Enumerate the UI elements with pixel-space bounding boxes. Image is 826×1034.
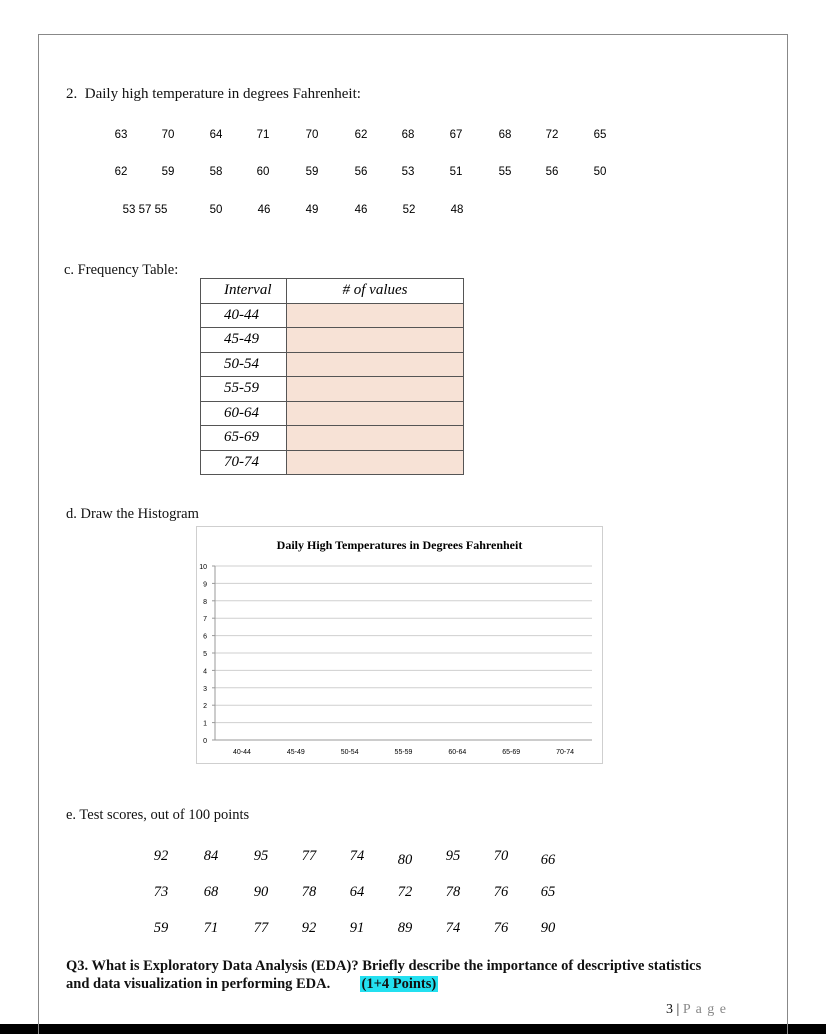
temperature-value: 64 (209, 129, 223, 141)
count-input-cell[interactable] (287, 352, 464, 377)
temperature-value: 46 (354, 204, 368, 216)
y-tick-label: 4 (203, 668, 207, 676)
temperature-value: 68 (401, 129, 415, 141)
temperature-value: 70 (161, 129, 175, 141)
test-scores-label: e. Test scores, out of 100 points (66, 807, 250, 823)
y-tick-label: 5 (203, 651, 207, 658)
histogram-chart (196, 526, 603, 764)
y-tick-label: 9 (203, 581, 207, 589)
y-tick-label: 6 (203, 633, 207, 641)
test-score-value: 73 (153, 884, 169, 900)
test-score-value: 71 (203, 920, 219, 936)
temperature-value: 46 (257, 204, 271, 216)
test-score-value: 78 (301, 884, 317, 900)
frequency-row (201, 401, 464, 426)
test-score-value: 84 (203, 848, 219, 864)
temperature-value: 62 (354, 129, 368, 141)
interval-cell: 70-74 (201, 450, 287, 475)
page-footer: 3 | P a g e (666, 1002, 728, 1017)
temperature-value: 49 (305, 204, 319, 216)
temperature-value: 48 (450, 204, 464, 216)
temperature-value: 71 (256, 129, 270, 141)
test-score-value: 89 (397, 920, 413, 936)
temperature-value: 53 57 55 (122, 204, 168, 216)
temperature-value: 52 (402, 204, 416, 216)
test-score-value: 95 (253, 848, 269, 864)
interval-cell: 50-54 (201, 352, 287, 377)
count-input-cell[interactable] (287, 401, 464, 426)
test-score-value: 66 (540, 852, 556, 868)
interval-header: Interval (201, 279, 287, 304)
interval-cell: 40-44 (201, 303, 287, 328)
histogram-label: d. Draw the Histogram (66, 506, 199, 522)
x-tick-label: 40-44 (232, 749, 251, 756)
test-score-value: 76 (493, 884, 509, 900)
interval-cell: 65-69 (201, 426, 287, 451)
test-score-value: 74 (349, 848, 365, 864)
test-score-value: 65 (540, 884, 556, 900)
count-input-cell[interactable] (287, 450, 464, 475)
interval-cell: 60-64 (201, 401, 287, 426)
temperature-value: 68 (498, 129, 512, 141)
temperature-value: 55 (498, 166, 512, 178)
y-tick-label: 8 (203, 598, 207, 606)
interval-cell: 55-59 (201, 377, 287, 402)
frequency-row (201, 426, 464, 451)
x-tick-label: 45-49 (286, 749, 305, 756)
frequency-row (201, 328, 464, 353)
temperature-value: 51 (449, 166, 463, 178)
temperature-value: 63 (114, 129, 128, 141)
y-tick-label: 7 (203, 616, 207, 624)
count-input-cell[interactable] (287, 303, 464, 328)
y-tick-label: 1 (203, 720, 207, 728)
test-score-value: 80 (397, 852, 413, 868)
frequency-table-header (201, 279, 464, 304)
x-tick-label: 55-59 (394, 749, 413, 756)
temperature-value: 59 (305, 166, 319, 178)
histogram-plot (197, 527, 602, 763)
test-score-value: 95 (445, 848, 461, 864)
temperature-value: 58 (209, 166, 223, 178)
temperature-value: 72 (545, 129, 559, 141)
x-tick-label: 50-54 (340, 749, 359, 756)
y-tick-label: 3 (203, 685, 207, 693)
page-number: 3 (666, 1002, 673, 1017)
frequency-table-label: c. Frequency Table: (64, 262, 179, 278)
frequency-row (201, 352, 464, 377)
y-tick-label: 10 (199, 564, 207, 571)
question-3-text: Q3. What is Exploratory Data Analysis (EDA)? Briefly describe the importance of descriptive statistics and data visualization in performing EDA. (66, 958, 702, 992)
question-3 (66, 957, 706, 993)
y-tick-label: 0 (203, 738, 207, 745)
count-input-cell[interactable] (287, 426, 464, 451)
test-score-value: 72 (397, 884, 413, 900)
temperature-value: 65 (593, 129, 607, 141)
test-score-value: 92 (153, 848, 169, 864)
x-tick-label: 70-74 (556, 749, 575, 756)
temperature-value: 62 (114, 166, 128, 178)
test-score-value: 90 (540, 920, 556, 936)
temperature-value: 50 (209, 204, 223, 216)
frequency-row (201, 303, 464, 328)
test-score-value: 90 (253, 884, 269, 900)
temperature-value: 67 (449, 129, 463, 141)
temperature-value: 60 (256, 166, 270, 178)
test-score-value: 68 (203, 884, 219, 900)
count-input-cell[interactable] (287, 328, 464, 353)
frequency-table (200, 278, 464, 475)
test-score-value: 76 (493, 920, 509, 936)
test-score-value: 64 (349, 884, 365, 900)
temperature-value: 53 (401, 166, 415, 178)
x-tick-label: 65-69 (502, 749, 521, 756)
points-badge: (1+4 Points) (361, 976, 437, 992)
test-score-value: 77 (301, 848, 317, 864)
count-input-cell[interactable] (287, 377, 464, 402)
temperature-value: 56 (545, 166, 559, 178)
values-header: # of values (287, 279, 464, 304)
chart-title: Daily High Temperatures in Degrees Fahrenheit (276, 538, 523, 552)
temperature-value: 70 (305, 129, 319, 141)
test-score-value: 59 (153, 920, 169, 936)
frequency-row (201, 450, 464, 475)
question-2-title: 2. Daily high temperature in degrees Fahrenheit: (66, 86, 361, 102)
temperature-value: 59 (161, 166, 175, 178)
frequency-row (201, 377, 464, 402)
test-score-value: 92 (301, 920, 317, 936)
test-score-value: 70 (493, 848, 509, 864)
test-score-value: 77 (253, 920, 269, 936)
temperature-value: 56 (354, 166, 368, 178)
test-score-value: 91 (349, 920, 365, 936)
y-tick-label: 2 (203, 703, 207, 711)
page-word: P a g e (682, 1002, 728, 1017)
interval-cell: 45-49 (201, 328, 287, 353)
temperature-value: 50 (593, 166, 607, 178)
test-score-value: 78 (445, 884, 461, 900)
x-tick-label: 60-64 (448, 749, 467, 756)
test-score-value: 74 (445, 920, 461, 936)
